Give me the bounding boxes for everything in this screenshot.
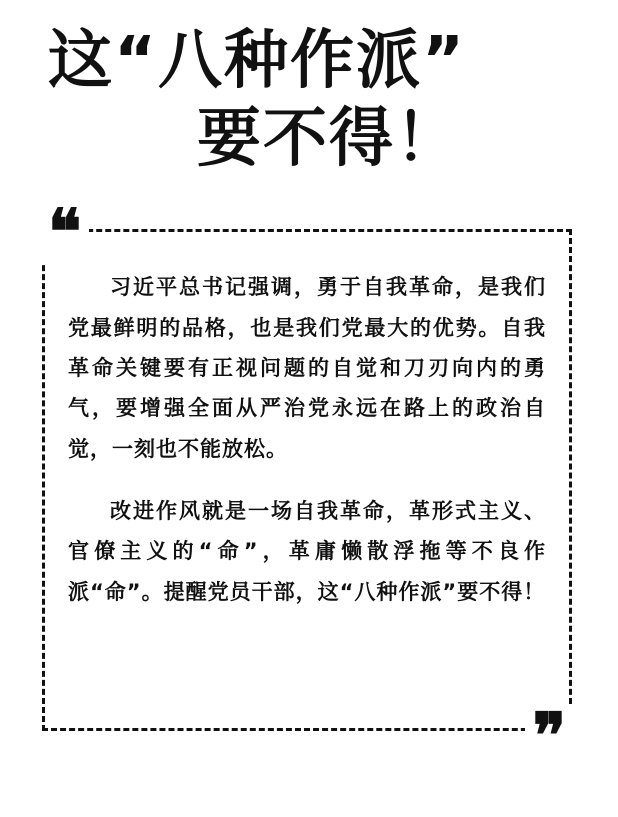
poster-title xyxy=(0,0,618,175)
quote-paragraph-2: 改进作风就是一场自我革命，革形式主义、官僚主义的“命”，革庸懒散浮拖等不良作派“命”。提醒党员干部，这“八种作派”要不得！ xyxy=(68,498,546,604)
title-line-1: 这“八种作派” xyxy=(48,24,467,98)
quote-close-icon: ❞ xyxy=(525,705,574,767)
quote-open-icon: ❝ xyxy=(40,201,89,263)
title-line-2: 要不得！ xyxy=(197,101,461,176)
quote-paragraph-1: 习近平总书记强调，勇于自我革命，是我们党最鲜明的品格，也是我们党最大的优势。自我革命关键要有正视问题的自觉和刀刃向内的勇气，要增强全面从严治党永远在路上的政治自觉，一刻也不能放松。 xyxy=(68,275,546,461)
quote-text xyxy=(68,267,546,612)
quote-area xyxy=(34,195,584,773)
